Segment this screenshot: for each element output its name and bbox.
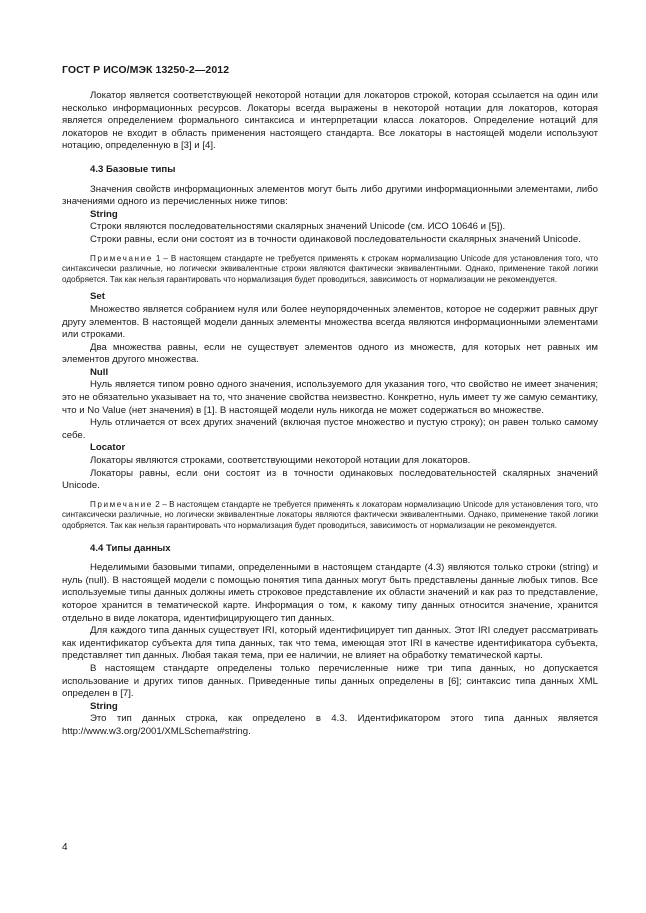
type-term-string: String: [90, 208, 118, 220]
paragraph: Множество является собранием нуля или более неупорядоченных элементов, которое не содержит равных друг другу элементов. В настоящей модели данных элементы множества всегда являются информационными элементами или строками.: [62, 303, 598, 341]
type-term-set: Set: [90, 291, 105, 303]
note-text: 1 – В настоящем стандарте не требуется применять к строкам нормализацию Unicode для установления того, что синтаксически различные, но логически эквивалентные строки являются фактически эквивалентными. Однако, применение такой логики одобряется. Так как нельзя гарантировать что нормализация будет проводиться, зависимость от нормализации не рекомендуется.: [62, 253, 598, 284]
paragraph: Нуль является типом ровно одного значения, используемого для указания того, что свойство не имеет значения; это не обязательно указывает на то, что значение свойства неизвестно. Конкретно, нуль имеет ту же самую семантику, что и No Value (нет значения) в [1]. В настоящей модели нуль никогда не может содержаться во множестве.: [62, 379, 598, 416]
paragraph: Для каждого типа данных существует IRI, который идентифицирует тип данных. Этот IRI следует рассматривать как идентификатор субъекта для типа данных, так что тема, имеющая этот IRI в качестве идентификатора субъекта, представляет тип данных. Любая такая тема, при ее наличии, не влияет на обработку тематической карты.: [62, 625, 598, 662]
type-term-null: Null: [90, 366, 109, 378]
paragraph: Строки являются последовательностями скалярных значений Unicode (см. ИСО 10646 и [5]).: [90, 221, 506, 233]
paragraph: Локаторы равны, если они состоят из в точности одинаковых последовательностей скалярных значений Unicode.: [62, 467, 598, 492]
paragraph: Локаторы являются строками, соответствующими некоторой нотации для локаторов.: [90, 455, 471, 467]
paragraph: Локатор является соответствующей некоторой нотации для локаторов строкой, которая ссылается на один или несколько информационных ресурсов. Локаторы всегда выражены в некоторой нотации для локаторов, которая является определением формального синтаксиса и интерпретации класса локаторов. Определение нотаций для локаторов не входит в область применения настоящего стандарта. Все локаторы в настоящей модели используют нотацию, определенную в [3] и [4].: [62, 90, 598, 152]
paragraph: Строки равны, если они состоят из в точности одинаковой последовательности скалярных значений Unicode.: [90, 233, 581, 245]
page-body: [62, 90, 598, 739]
paragraph: Неделимыми базовыми типами, определенными в настоящем стандарте (4.3) являются только строки (string) и нуль (null). В настоящей модели с помощью понятия типа данных могут быть представлены данные любых типов. Все используемые типы данных должны иметь строковое представление их области значений и как раз то представление, которое хранится в тематической карте. Информация о том, к какому типу данных относится значение, хранится отдельно в виде локатора, идентифицирующего тип данных.: [62, 562, 598, 624]
note-1: [62, 254, 598, 286]
paragraph: Два множества равны, если не существует элементов одного из множеств, для которых нет равных им элементов другого множества.: [62, 341, 598, 366]
page-number: 4: [62, 842, 68, 853]
paragraph: Это тип данных строка, как определено в 4.3. Идентификатором этого типа данных является http://www.w3.org/2001/XMLSchema#string.: [62, 713, 598, 737]
type-term-locator: Locator: [90, 442, 126, 454]
note-label: Примечание: [90, 499, 153, 509]
document-header: ГОСТ Р ИСО/МЭК 13250-2—2012: [62, 64, 230, 76]
paragraph: В настоящем стандарте определены только перечисленные ниже три типа данных, но допускается использование и других типов данных. Приведенные типы данных определены в [6]; синтаксис типа данных XML определен в [7].: [62, 662, 598, 700]
type-term-string: String: [90, 700, 118, 712]
section-heading-4-4: 4.4 Типы данных: [90, 542, 171, 554]
section-heading-4-3: 4.3 Базовые типы: [90, 163, 176, 175]
note-text: 2 – В настоящем стандарте не требуется применять к локаторам нормализацию Unicode для установления того, что синтаксически различные, но логически эквивалентные локаторы являются фактически эквивалентными. Однако, применение такой логики одобряется. Так как нельзя гарантировать что нормализация будет проводиться, зависимость от нормализации не рекомендуется.: [62, 499, 598, 530]
paragraph: Нуль отличается от всех других значений (включая пустое множество и пустую строку); он равен только самому себе.: [62, 417, 598, 441]
note-label: Примечание: [90, 253, 153, 263]
note-2: [62, 500, 598, 532]
paragraph: Значения свойств информационных элементов могут быть либо другими информационными элементами, либо значениями одного из перечисленных ниже типов:: [62, 183, 598, 208]
